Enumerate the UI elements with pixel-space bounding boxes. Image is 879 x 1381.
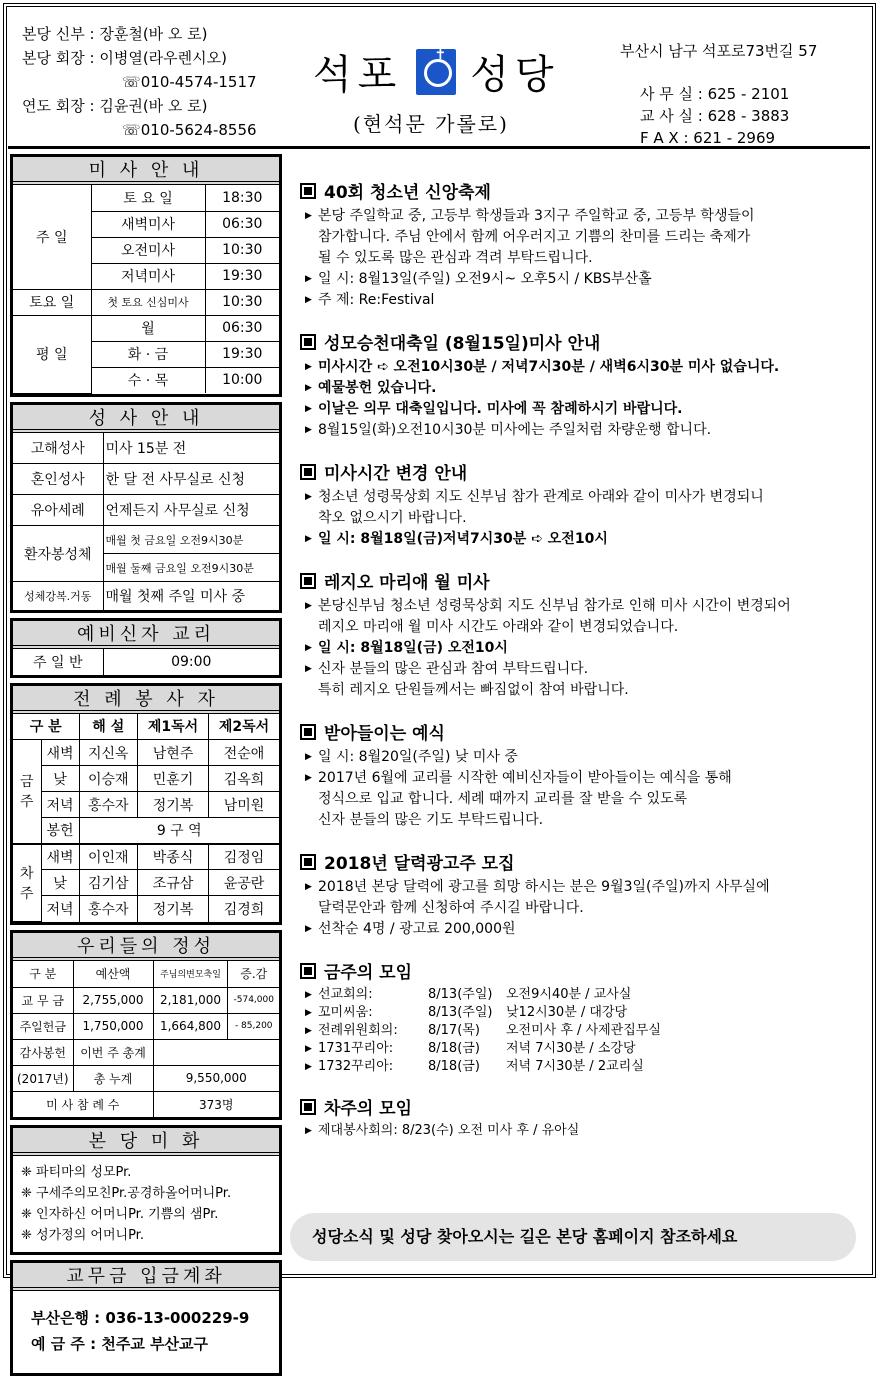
server-cell: 김경희	[209, 896, 279, 922]
header	[8, 8, 870, 149]
section-title	[300, 568, 860, 593]
mass-time: 10:30	[205, 237, 279, 263]
square-bullet-icon	[300, 724, 316, 740]
news-item: ▶ 본당신부님 청소년 성령묵상회 지도 신부님 참가로 인해 미사 시간이 변경되어	[300, 596, 860, 617]
meeting-detail: 낮12시30분 / 대강당	[506, 1005, 628, 1020]
donation-cell: 1,664,800	[153, 1013, 228, 1039]
donation-cell: -574,000	[228, 987, 279, 1013]
server-cell: 이승재	[79, 766, 138, 792]
sacrament-value: 한 달 전 사무실로 신청	[103, 464, 279, 495]
news-section	[300, 329, 860, 441]
servers-title: 전 례 봉 사 자	[13, 686, 279, 714]
news-item: ▶ 청소년 성령묵상회 지도 신부님 참가 관계로 아래와 같이 미사가 변경되니	[300, 487, 860, 508]
meeting-row: ▶ 제대봉사회의: 8/23(수) 오전 미사 후 / 유아실	[300, 1122, 860, 1140]
attendance-count: 373명	[153, 1091, 279, 1117]
thanks-label: 감사봉헌	[13, 1039, 73, 1065]
news-item: ▶ 8월15일(화)오전10시30분 미사에는 주일처럼 차량운행 합니다.	[300, 420, 860, 441]
attendance-label: 미 사 참 례 수	[13, 1091, 153, 1117]
sacrament-title: 성 사 안 내	[13, 405, 279, 433]
meeting-row	[300, 1058, 860, 1076]
square-bullet-icon	[300, 334, 316, 350]
news-item-continued: 될 수 있도록 많은 관심과 격려 부탁드립니다.	[318, 250, 593, 266]
sacrament-name: 성체강복.거동	[13, 582, 103, 610]
server-cell: 김정임	[209, 844, 279, 870]
sacrament-value: 매월 첫째 주일 미사 중	[103, 582, 279, 610]
next-meetings-section	[300, 1094, 860, 1140]
year-chair-phone: ☏010-5624-8556	[122, 121, 257, 139]
mass-name: 첫 토요 신심미사	[91, 289, 205, 315]
meeting-name: ▶ 1732꾸리아:	[318, 1059, 394, 1074]
donation-cell: 1,750,000	[73, 1013, 153, 1039]
church-title	[313, 43, 560, 100]
donation-cell: - 85,200	[228, 1013, 279, 1039]
section-title-text: 받아들이는 예식	[324, 724, 445, 744]
church-logo-icon	[416, 49, 456, 95]
col-header: 구 분	[13, 961, 73, 987]
server-cell: 저녁	[41, 896, 79, 922]
contact-info	[620, 40, 817, 149]
saturday-label: 토요 일	[13, 289, 91, 315]
meeting-date: 8/17(목)	[428, 1023, 480, 1038]
office-phone: 사 무 실 : 625 - 2101	[640, 85, 790, 103]
square-bullet-icon	[300, 464, 316, 480]
sacrament-value: 매월 첫 금요일 오전9시30분	[103, 526, 279, 554]
meetings-section	[300, 958, 860, 1076]
address: 부산시 남구 석포로73번길 57	[620, 42, 818, 60]
square-bullet-icon	[300, 963, 316, 979]
meeting-detail: 저녁 7시30분 / 소강당	[506, 1041, 636, 1056]
meeting-name: ▶ 전례위원회의:	[318, 1023, 398, 1038]
server-cell: 김기삼	[79, 870, 138, 896]
homepage-banner: 성당소식 및 성당 찾아오시는 길은 본당 홈페이지 참조하세요	[290, 1213, 856, 1261]
section-title-text: 차주의 모임	[324, 1099, 413, 1119]
patron-subtitle: (현석문 가롤로)	[353, 112, 509, 136]
flower-item: ❈ 파티마의 성모Pr.	[21, 1165, 132, 1180]
flowers-title: 본 당 미 화	[13, 1128, 279, 1156]
sacrament-value: 매월 둘째 금요일 오전9시30분	[103, 554, 279, 582]
mass-time: 19:30	[205, 263, 279, 289]
altar-flowers	[10, 1125, 282, 1255]
mass-name: 토 요 일	[91, 185, 205, 211]
title-left: 석포	[313, 52, 403, 98]
meeting-row	[300, 986, 860, 1004]
news-item: ▶ 예물봉헌 있습니다.	[300, 378, 860, 399]
server-cell: 낮	[41, 870, 79, 896]
sunday-label: 주 일	[13, 185, 91, 289]
section-title-text: 성모승천대축일 (8월15일)미사 안내	[324, 334, 601, 354]
square-bullet-icon	[300, 573, 316, 589]
flower-item: ❈ 인자하신 어머니Pr. 기쁨의 샘Pr.	[21, 1207, 219, 1222]
server-cell: 민훈기	[138, 766, 209, 792]
news-item: ▶ 일 시: 8월18일(금) 오전10시	[300, 638, 860, 659]
catechumen-title: 예비신자 교리	[13, 621, 279, 649]
news-item: ▶ 이날은 의무 대축일입니다. 미사에 꼭 참례하시기 바랍니다.	[300, 399, 860, 420]
mass-time: 18:30	[205, 185, 279, 211]
donation-cell: 2,755,000	[73, 987, 153, 1013]
server-cell: 이인재	[79, 844, 138, 870]
section-title	[300, 958, 860, 983]
mass-name: 수 · 목	[91, 367, 205, 393]
year-label: (2017년)	[13, 1065, 73, 1091]
flower-item: ❈ 구세주의모친Pr.공경하올어머니Pr.	[21, 1186, 232, 1201]
server-cell: 남미원	[209, 792, 279, 818]
chairman-label: 본당 회장 :	[22, 49, 95, 67]
section-title-text: 레지오 마리애 월 미사	[324, 573, 490, 593]
sacrament-name: 환자봉성체	[13, 526, 103, 582]
chairman-phone: ☏010-4574-1517	[122, 73, 257, 91]
meeting-detail: 오전미사 후 / 사제관집무실	[506, 1023, 661, 1038]
liturgy-servers	[10, 683, 282, 926]
news-section	[300, 849, 860, 940]
sacrament-value: 미사 15분 전	[103, 433, 279, 464]
mass-name: 새벽미사	[91, 211, 205, 237]
news-column	[300, 178, 860, 1158]
bank-number: 부산은행 : 036-13-000229-9	[31, 1309, 250, 1327]
server-cell: 전순애	[209, 740, 279, 766]
news-item: ▶ 신자 분들의 많은 관심과 참여 부탁드립니다.	[300, 659, 860, 680]
fax-number: F A X : 621 - 2969	[640, 129, 776, 147]
news-item: ▶ 일 시: 8월13일(주일) 오전9시~ 오후5시 / KBS부산홀	[300, 269, 860, 290]
meeting-date: 8/18(금)	[428, 1059, 480, 1074]
this-week-label: 금주	[13, 740, 41, 844]
news-item: ▶ 2018년 본당 달력에 광고를 희망 하시는 분은 9월3일(주일)까지 사무실에	[300, 877, 860, 898]
donation-cell: 2,181,000	[153, 987, 228, 1013]
weekday-label: 평 일	[13, 315, 91, 393]
section-title	[300, 849, 860, 874]
server-cell: 지신옥	[79, 740, 138, 766]
donation-summary	[10, 930, 282, 1120]
account-title: 교무금 입금계좌	[13, 1263, 279, 1291]
server-cell: 박종식	[138, 844, 209, 870]
news-item: ▶ 주 제: Re:Festival	[300, 290, 860, 311]
news-item: ▶ 본당 주일학교 중, 고등부 학생들과 3지구 주일학교 중, 고등부 학생들이	[300, 206, 860, 227]
mass-time: 06:30	[205, 315, 279, 341]
news-item: ▶ 2017년 6월에 교리를 시작한 예비신자들이 받아들이는 예식을 통해	[300, 768, 860, 789]
sacrament-value: 언제든지 사무실로 신청	[103, 495, 279, 526]
staff-info	[22, 22, 257, 142]
sacrament-name: 유아세례	[13, 495, 103, 526]
meeting-detail: 오전9시40분 / 교사실	[506, 987, 632, 1002]
next-week-label: 차주	[13, 844, 41, 922]
mass-time: 10:00	[205, 367, 279, 393]
meeting-name: ▶ 선교회의:	[318, 987, 373, 1002]
col-header: 해 설	[79, 714, 138, 740]
section-title	[300, 329, 860, 354]
cumulative-label: 총 누계	[73, 1065, 153, 1091]
news-item-continued: 달력문안과 함께 신청하여 주시길 바랍니다.	[318, 900, 584, 916]
meeting-detail: 저녁 7시30분 / 2교리실	[506, 1059, 644, 1074]
server-cell: 정기복	[138, 792, 209, 818]
offering-value: 9 구 역	[79, 818, 279, 844]
meeting-name: ▶ 꼬미씨움:	[318, 1005, 373, 1020]
mass-time: 06:30	[205, 211, 279, 237]
news-item-continued: 참가합니다. 주님 안에서 함께 어우러지고 기쁨의 찬미를 드리는 축제가	[318, 229, 751, 245]
sacrament-name: 혼인성사	[13, 464, 103, 495]
server-cell: 김옥희	[209, 766, 279, 792]
news-section	[300, 178, 860, 311]
server-cell: 윤공란	[209, 870, 279, 896]
meeting-date: 8/13(주일)	[428, 987, 493, 1002]
section-title-text: 2018년 달력광고주 모집	[324, 854, 515, 874]
mass-schedule	[10, 154, 282, 397]
square-bullet-icon	[300, 1099, 316, 1115]
server-cell: 새벽	[41, 844, 79, 870]
server-cell: 새벽	[41, 740, 79, 766]
mass-name: 화 · 금	[91, 341, 205, 367]
bank-account	[10, 1260, 282, 1376]
mass-title: 미 사 안 내	[13, 157, 279, 185]
cumulative-total: 9,550,000	[153, 1065, 279, 1091]
sacrament-info	[10, 402, 282, 613]
meeting-row	[300, 1022, 860, 1040]
news-item-continued: 레지오 마리애 월 미사 시간도 아래와 같이 변경되었습니다.	[318, 619, 679, 635]
title-right: 성당	[470, 52, 560, 98]
server-cell: 정기복	[138, 896, 209, 922]
donation-cell: 주일헌금	[13, 1013, 73, 1039]
mass-name: 오전미사	[91, 237, 205, 263]
section-title	[300, 719, 860, 744]
chairman-name: 이병열(라우렌시오)	[99, 49, 227, 67]
week-total-label: 이번 주 총계	[73, 1039, 153, 1065]
news-item-continued: 착오 없으시기 바랍니다.	[318, 510, 467, 526]
server-cell: 낮	[41, 766, 79, 792]
news-section	[300, 459, 860, 550]
news-item: ▶ 미사시간 ➪ 오전10시30분 / 저녁7시30분 / 새벽6시30분 미사 없습니다.	[300, 357, 860, 378]
mass-name: 월	[91, 315, 205, 341]
year-chair-name: 김윤권(바 오 로)	[99, 97, 208, 115]
catechumen-class	[10, 618, 282, 678]
pastor-name: 장훈철(바 오 로)	[99, 25, 208, 43]
server-cell: 저녁	[41, 792, 79, 818]
offering-label: 봉헌	[41, 818, 79, 844]
meeting-date: 8/18(금)	[428, 1041, 480, 1056]
section-title-text: 미사시간 변경 안내	[324, 464, 468, 484]
server-cell: 조규삼	[138, 870, 209, 896]
col-header: 증.감	[228, 961, 279, 987]
mass-time: 19:30	[205, 341, 279, 367]
catechumen-label: 주 일 반	[13, 649, 103, 675]
left-column	[10, 154, 282, 1381]
news-section	[300, 568, 860, 701]
mass-time: 10:30	[205, 289, 279, 315]
square-bullet-icon	[300, 183, 316, 199]
donation-cell: 교 무 금	[13, 987, 73, 1013]
meeting-row	[300, 1004, 860, 1022]
col-header: 제1독서	[138, 714, 209, 740]
news-item-continued: 특히 레지오 단원들께서는 빠짐없이 참여 바랍니다.	[318, 682, 629, 698]
year-chair-label: 연도 회장 :	[22, 97, 95, 115]
teacher-phone: 교 사 실 : 628 - 3883	[640, 107, 790, 125]
section-title	[300, 1094, 860, 1119]
col-header: 주님의변모축일	[153, 961, 228, 987]
section-title	[300, 178, 860, 203]
news-section	[300, 719, 860, 831]
section-title-text: 40회 청소년 신앙축제	[324, 183, 491, 203]
catechumen-time: 09:00	[103, 649, 279, 675]
col-header: 구 분	[13, 714, 79, 740]
news-item-continued: 정식으로 입교 합니다. 세례 때까지 교리를 잘 받을 수 있도록	[318, 791, 688, 807]
square-bullet-icon	[300, 854, 316, 870]
meeting-date: 8/13(주일)	[428, 1005, 493, 1020]
col-header: 제2독서	[209, 714, 279, 740]
meeting-row	[300, 1040, 860, 1058]
section-title-text: 금주의 모임	[324, 963, 413, 983]
news-item: ▶ 일 시: 8월20일(주일) 낮 미사 중	[300, 747, 860, 768]
mass-name: 저녁미사	[91, 263, 205, 289]
news-item-continued: 신자 분들의 많은 기도 부탁드립니다.	[318, 812, 544, 828]
donation-title: 우리들의 정성	[13, 933, 279, 961]
sacrament-name: 고해성사	[13, 433, 103, 464]
account-holder: 예 금 주 : 천주교 부산교구	[31, 1335, 209, 1353]
server-cell: 남현주	[138, 740, 209, 766]
section-title	[300, 459, 860, 484]
col-header: 예산액	[73, 961, 153, 987]
news-item: ▶ 선착순 4명 / 광고료 200,000원	[300, 919, 860, 940]
server-cell: 홍수자	[79, 792, 138, 818]
server-cell: 홍수자	[79, 896, 138, 922]
flower-item: ❈ 성가정의 어머니Pr.	[21, 1228, 144, 1243]
pastor-label: 본당 신부 :	[22, 25, 95, 43]
week-total	[153, 1039, 279, 1065]
news-item: ▶ 일 시: 8월18일(금)저녁7시30분 ➪ 오전10시	[300, 529, 860, 550]
meeting-name: ▶ 1731꾸리아:	[318, 1041, 394, 1056]
